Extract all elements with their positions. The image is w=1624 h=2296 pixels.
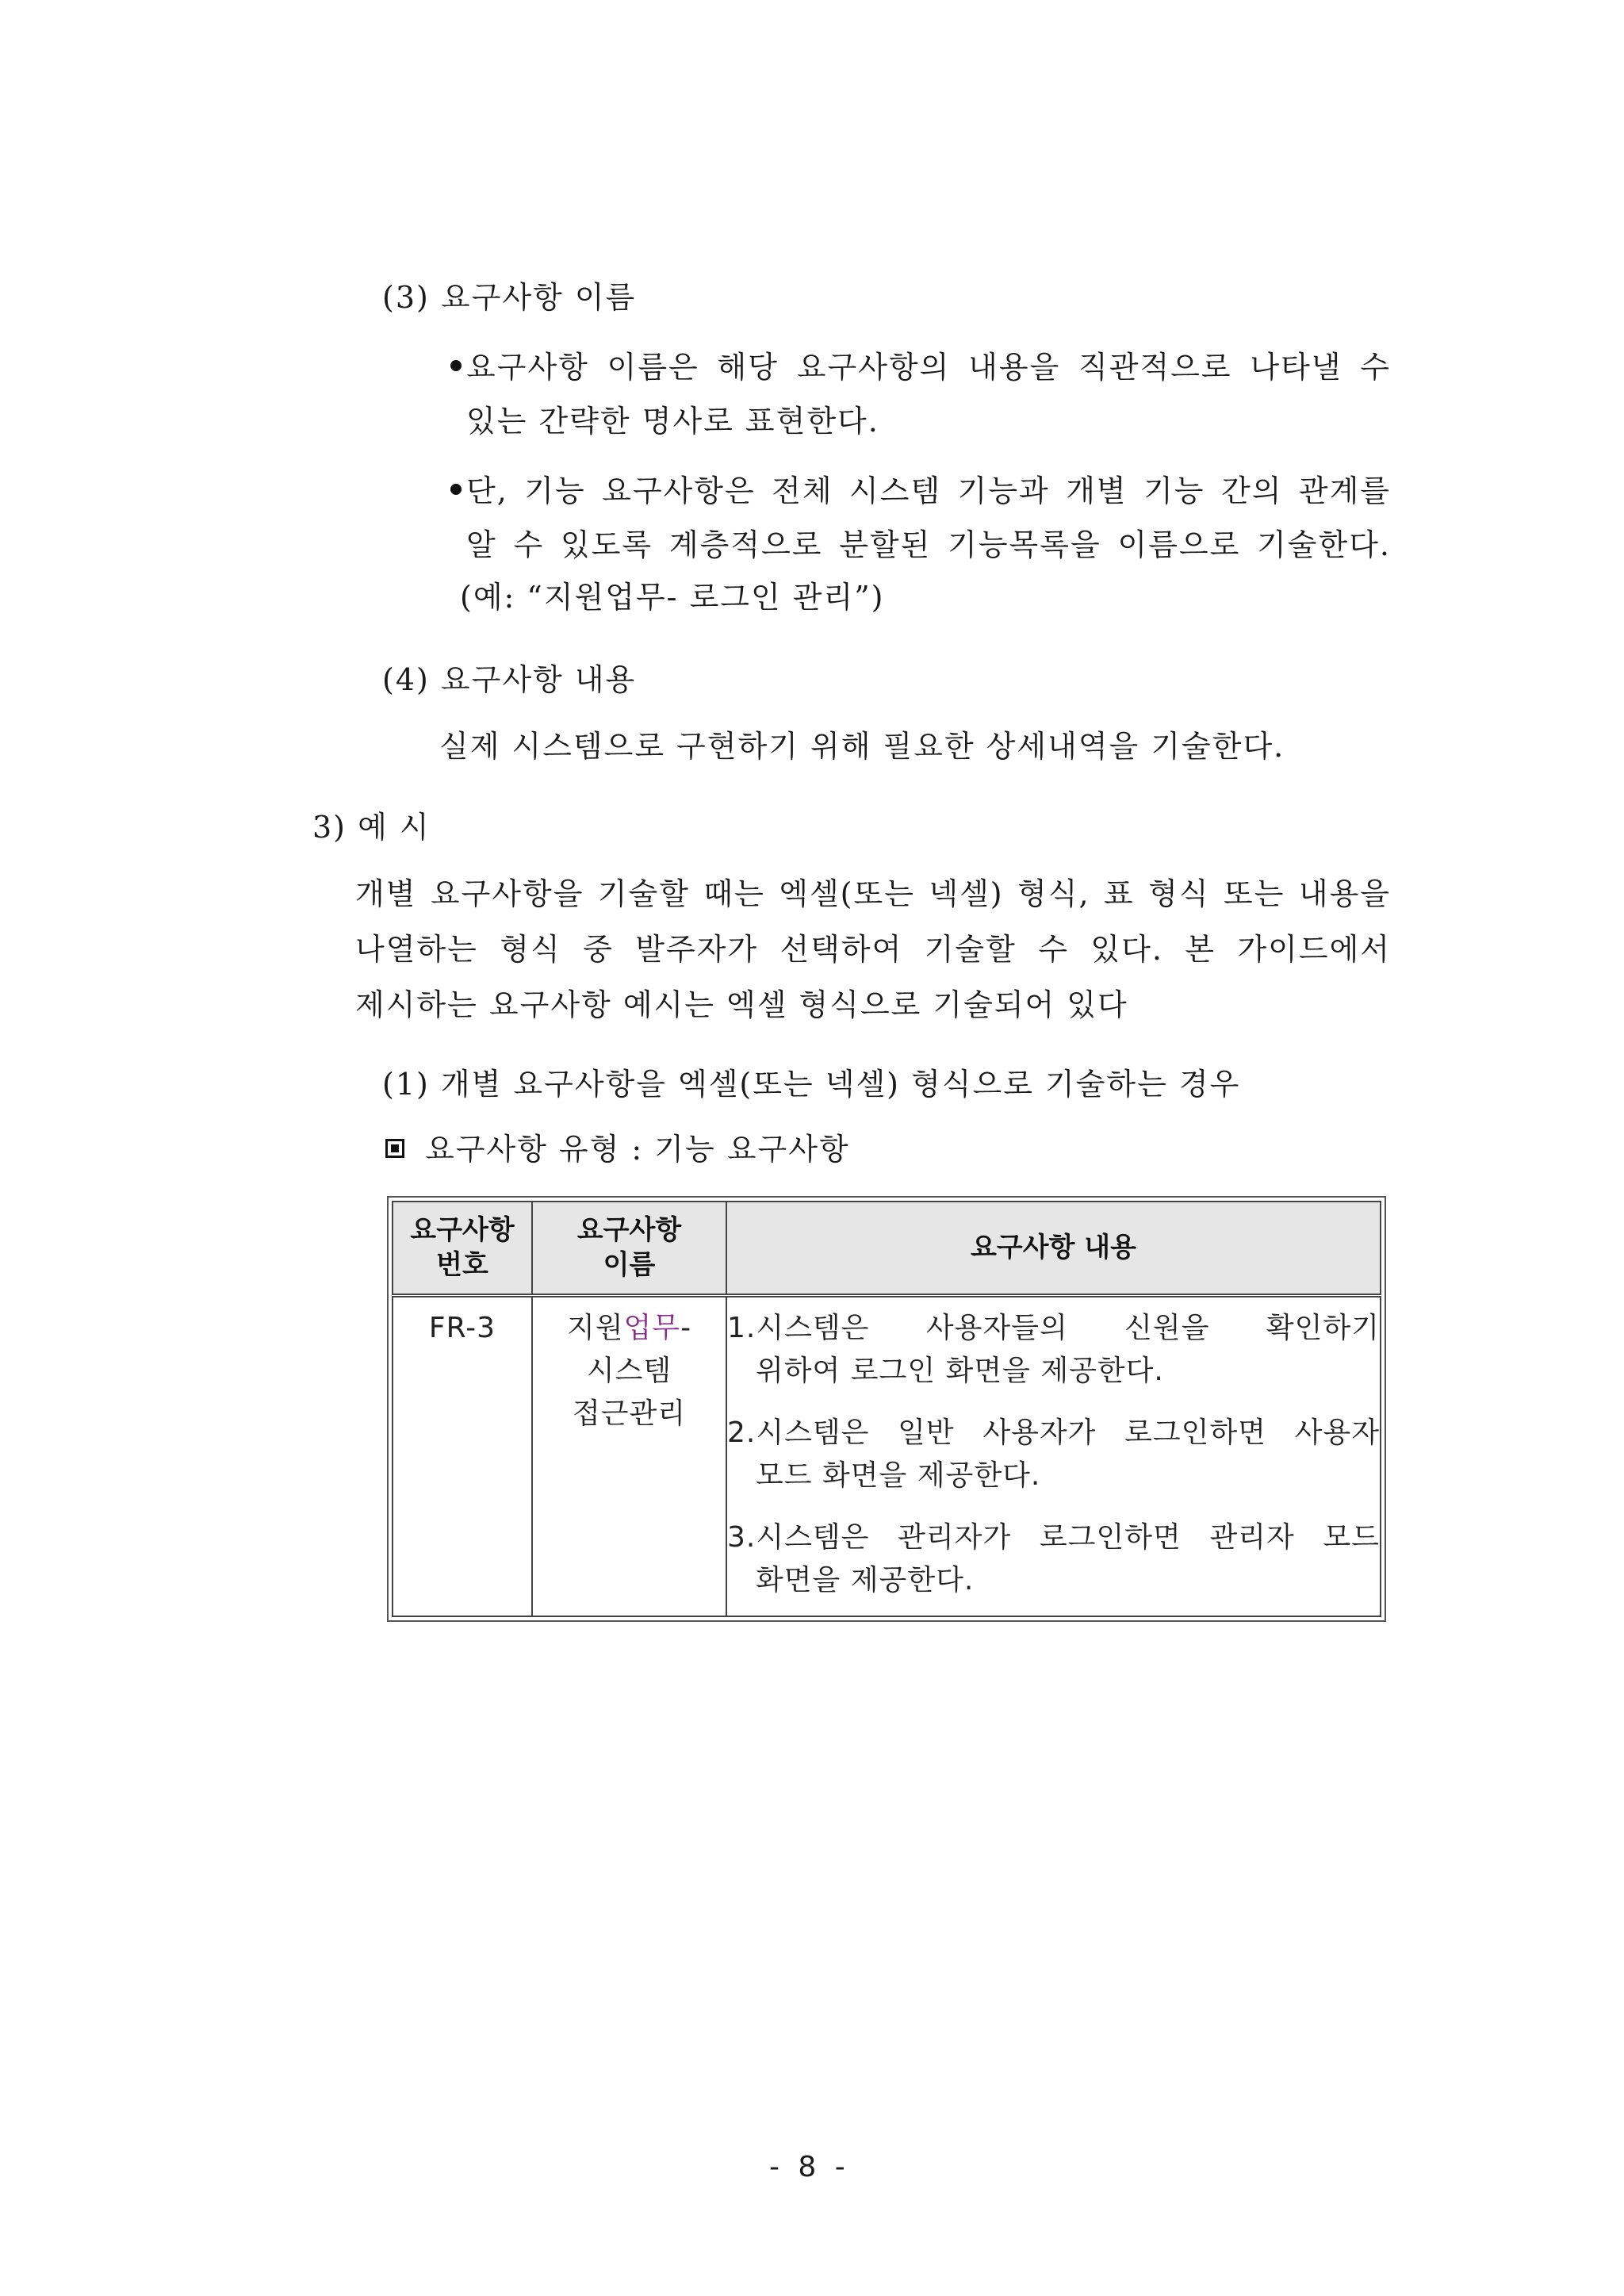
bullet-2-line-3: (예: “지원업무- 로그인 관리”): [460, 580, 885, 615]
cell-requirement-id: FR-3: [393, 1295, 532, 1616]
bullet-dot-icon: [450, 484, 462, 495]
example-para-line-3: 제시하는 요구사항 예시는 엑셀 형식으로 기술되어 있다: [355, 987, 1128, 1022]
bullet-1-line-2: 있는 간략한 명사로 표현한다.: [466, 404, 879, 439]
bullet-2-line-1: 단, 기능 요구사항은 전체 시스템 기능과 개별 기능 간의 관계를: [466, 473, 1391, 508]
highlighted-text: 업무: [623, 1311, 681, 1344]
section-heading-4: (4) 요구사항 내용: [382, 662, 637, 697]
cell-requirement-name: 지원업무- 시스템 접근관리: [532, 1295, 726, 1616]
list-item: 2.시스템은 일반 사용자가 로그인하면 사용자 모드 화면을 제공한다.: [727, 1416, 1380, 1492]
example-para-line-2: 나열하는 형식 중 발주자가 선택하여 기술할 수 있다. 본 가이드에서: [355, 932, 1391, 967]
square-bullet-icon: [385, 1139, 404, 1158]
bullet-2-line-2: 알 수 있도록 계층적으로 분할된 기능목록을 이름으로 기술한다.: [466, 527, 1391, 562]
example-heading: 3) 예 시: [312, 810, 431, 845]
section-heading-3: (3) 요구사항 이름: [382, 280, 637, 315]
list-item: 3.시스템은 관리자가 로그인하면 관리자 모드 화면을 제공한다.: [727, 1520, 1380, 1596]
header-requirement-name: 요구사항 이름: [532, 1202, 726, 1295]
list-item: 1.시스템은 사용자들의 신원을 확인하기 위하여 로그인 화면을 제공한다.: [727, 1311, 1380, 1387]
cell-requirement-content: [726, 1295, 1381, 1616]
requirement-type-label: 요구사항 유형 : 기능 요구사항: [425, 1132, 850, 1167]
example-para-line-1: 개별 요구사항을 기술할 때는 엑셀(또는 넥셀) 형식, 표 형식 또는 내용을: [355, 876, 1391, 911]
table-row: [393, 1295, 1381, 1616]
requirements-table: [387, 1196, 1386, 1622]
section-4-body: 실제 시스템으로 구현하기 위해 필요한 상세내역을 기술한다.: [439, 729, 1285, 764]
page-number: - 8 -: [769, 2151, 850, 2183]
header-requirement-content: 요구사항 내용: [726, 1202, 1381, 1295]
bullet-dot-icon: [450, 360, 462, 371]
header-requirement-number: 요구사항 번호: [393, 1202, 532, 1295]
example-sub-heading: (1) 개별 요구사항을 엑셀(또는 넥셀) 형식으로 기술하는 경우: [382, 1067, 1241, 1102]
bullet-1-line-1: 요구사항 이름은 해당 요구사항의 내용을 직관적으로 나타낼 수: [466, 350, 1391, 385]
